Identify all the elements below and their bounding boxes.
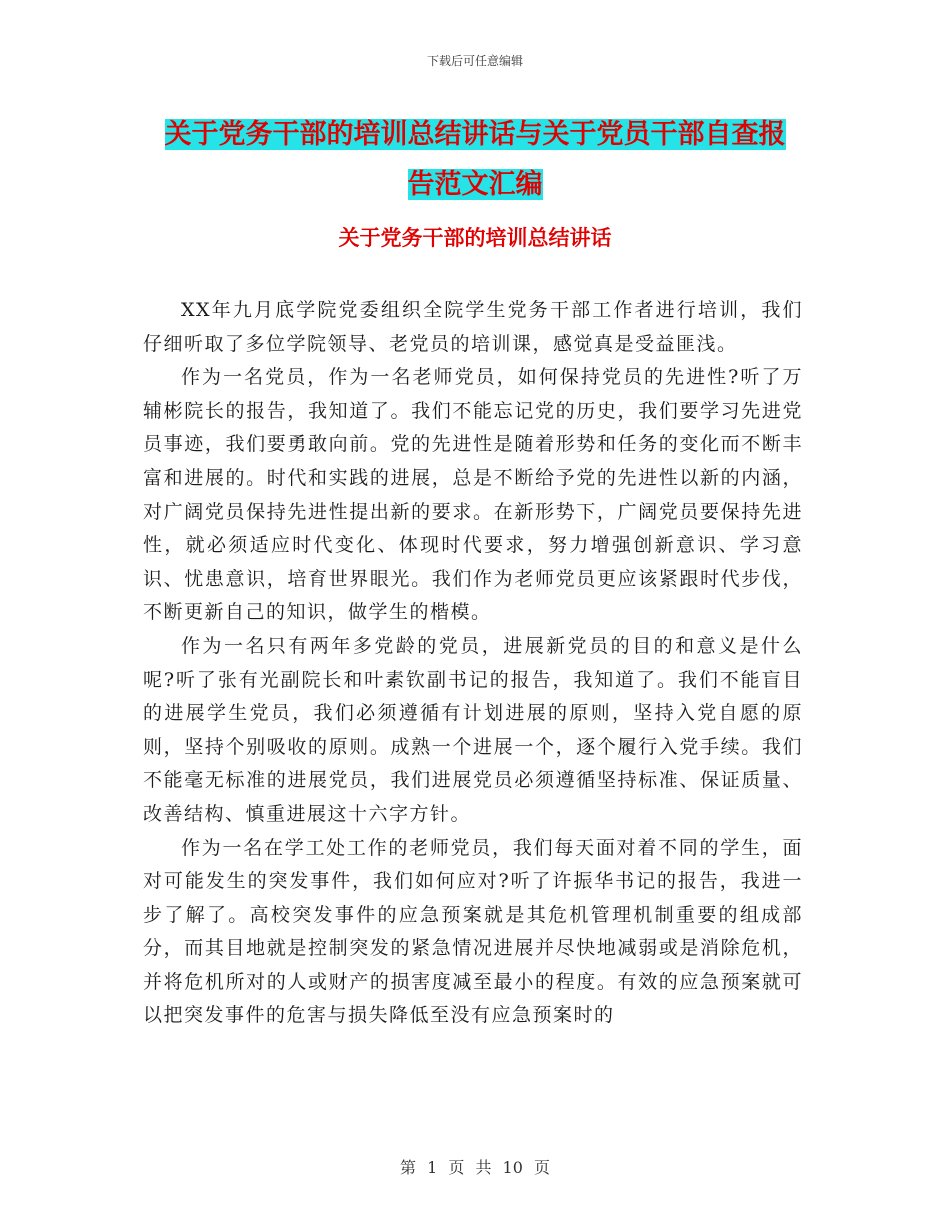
page-header-note: 下载后可任意编辑 [426, 54, 523, 68]
page-number-footer: 第 1 页 共 10 页 [400, 1158, 550, 1177]
body-paragraph-2: 作为一名党员，作为一名老师党员，如何保持党员的先进性?听了万辅彬院长的报告，我知道了。我们不能忘记党的历史，我们要学习先进党员事迹，我们要勇敢向前。党的先进性是随着形势和任务的变化而不断丰富和进展的。时代和实践的进展，总是不断给予党的先进性以新的内涵，对广阔党员保持先进性提出新的要求。在新形势下，广阔党员要保持先进性，就必须适应时代变化、体现时代要求，努力增强创新意识、学习意识、忧患意识，培育世界眼光。我们作为老师党员更应该紧跟时代步伐，不断更新自己的知识，做学生的楷模。 [143, 366, 803, 624]
section-title: 关于党务干部的培训总结讲话 [338, 226, 612, 250]
body-paragraph-4: 作为一名在学工处工作的老师党员，我们每天面对着不同的学生，面对可能发生的突发事件，我们如何应对?听了许振华书记的报告，我进一步了解了。高校突发事件的应急预案就是其危机管理机制重要的组成部分，而其目地就是控制突发的紧急情况进展并尽快地减弱或是消除危机，并将危机所对的人或财产的损害度减至最小的程度。有效的应急预案就可以把突发事件的危害与损失降低至没有应急预案时的 [143, 836, 803, 1027]
document-title [140, 110, 810, 210]
document-title-line-2: 告范文汇编 [407, 169, 543, 200]
document-title-line-1: 关于党务干部的培训总结讲话与关于党员干部自查报 [164, 119, 786, 150]
body-paragraph-3: 作为一名只有两年多党龄的党员，进展新党员的目的和意义是什么呢?听了张有光副院长和叶素钦副书记的报告，我知道了。我们不能盲目的进展学生党员，我们必须遵循有计划进展的原则，坚持入党自愿的原则，坚持个别吸收的原则。成熟一个进展一个，逐个履行入党手续。我们不能毫无标准的进展党员，我们进展党员必须遵循坚持标准、保证质量、改善结构、慎重进展这十六字方针。 [143, 634, 803, 825]
document-body [143, 294, 803, 1033]
body-paragraph-1: XX年九月底学院党委组织全院学生党务干部工作者进行培训，我们仔细听取了多位学院领导、老党员的培训课，感觉真是受益匪浅。 [143, 299, 803, 355]
